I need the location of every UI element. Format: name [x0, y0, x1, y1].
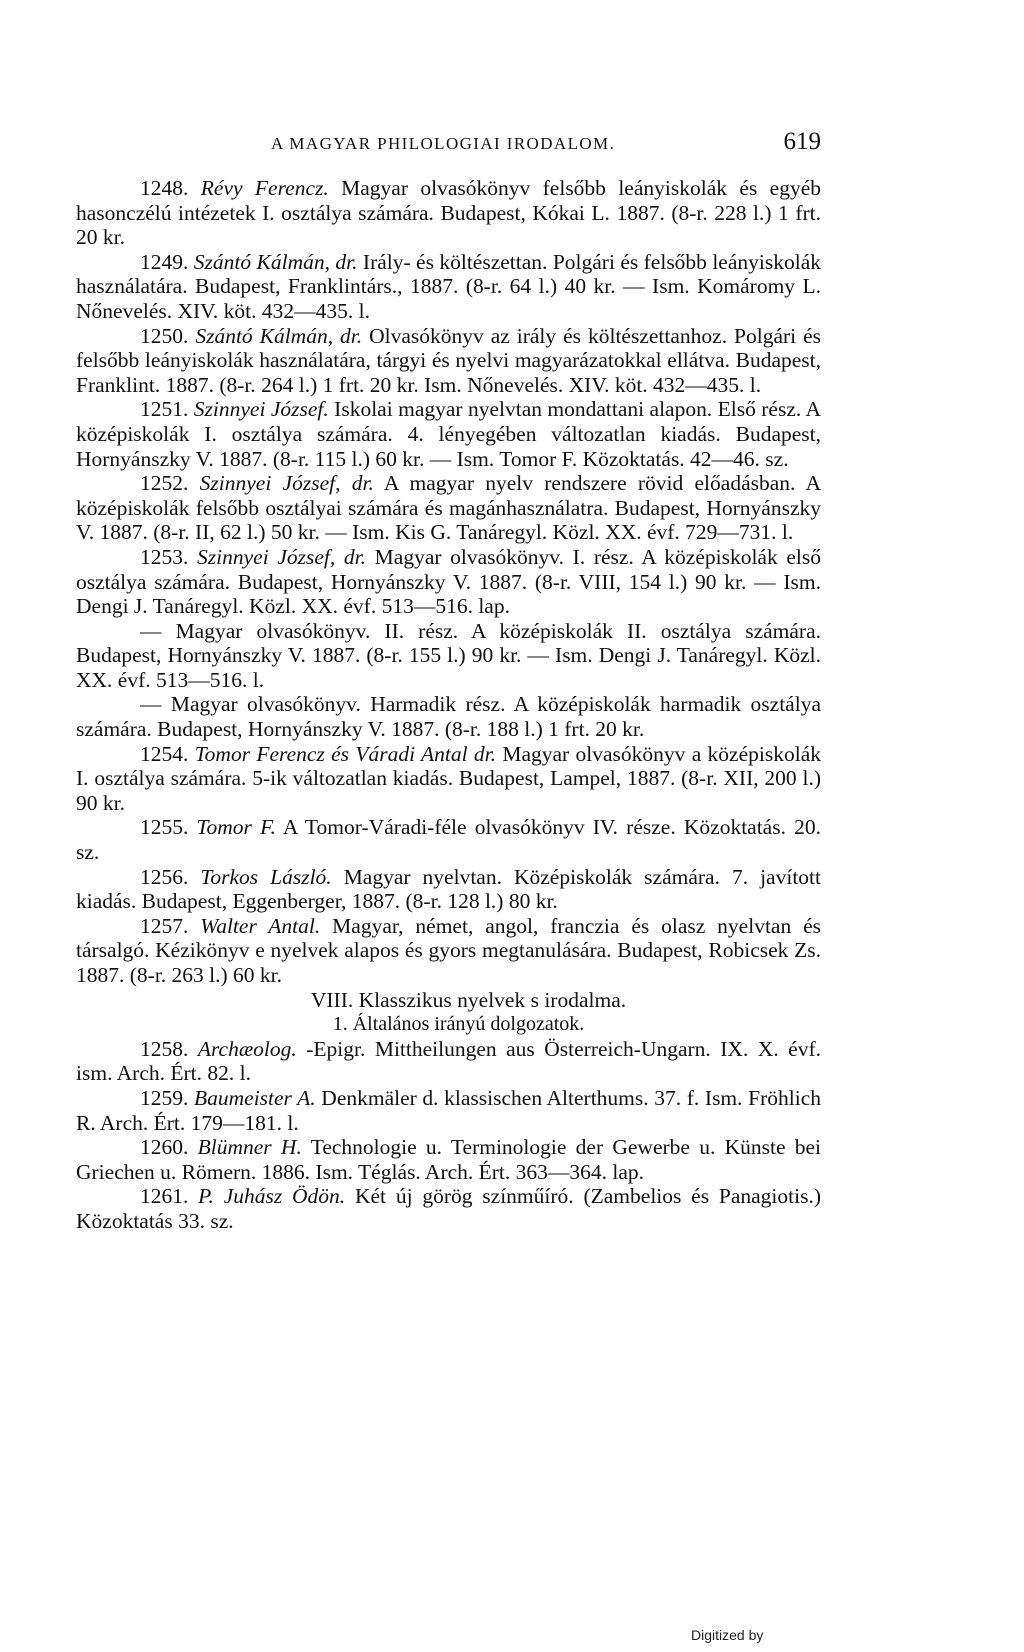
bibliography-dash-entry: — Magyar olvasókönyv. Harmadik rész. A középiskolák harmadik osztálya számára. Budapest, Hornyánszky V. 1887. (8-r. 188 l.) 1 frt. 20 kr. [76, 692, 821, 742]
entry-text: Magyar olvasókönyv a középiskolák I. osztálya számára. 5-ik változatlan kiadás. Budapest, Lampel, 1887. (8-r. XII, 200 l.) 90 kr. [76, 741, 821, 815]
entry-number: 1253. [140, 544, 189, 569]
entry-author: Walter Antal. [200, 913, 321, 938]
entry-list-c [76, 1037, 821, 1234]
entry-author: Szántó Kálmán, dr. [193, 249, 358, 274]
page-number: 619 [783, 128, 821, 155]
entry-list-a [76, 176, 821, 619]
bibliography-entry [76, 914, 821, 988]
entry-author: Szinnyei József, dr. [199, 471, 374, 496]
entry-author: Archæolog. [197, 1036, 297, 1061]
entry-number: 1250. [140, 323, 189, 348]
bibliography-entry [76, 250, 821, 324]
entry-number: 1255. [140, 815, 189, 840]
bibliography-entry [76, 471, 821, 545]
entry-author: Tomor Ferencz és Váradi Antal dr. [194, 741, 497, 766]
entry-text: Olvasókönyv az irály és költészettanhoz. Polgári és felsőbb leányiskolák használatára, tárgyi és nyelvi magyarázatokkal ellátva. Budapest, Franklint. 1887. (8-r. 264 l.) 1 frt. 20 kr. Ism. Nőnevelés. XIV. köt. 432—435. l. [76, 323, 821, 397]
dash-entry-list [76, 619, 821, 742]
entry-author: Szinnyei József, dr. [197, 544, 366, 569]
bibliography-body [76, 176, 821, 1234]
entry-text: A magyar nyelv rendszere rövid előadásban. A középiskolák felsőbb osztályai számára és magánhasználatra. Budapest, Hornyánszky V. 1887. (8-r. II, 62 l.) 50 kr. — Ism. Kis G. Tanáregyl. Közl. XX. évf. 729—731. l. [76, 471, 822, 545]
entry-text: Magyar nyelvtan. Középiskolák számára. 7. javított kiadás. Budapest, Eggenberger, 1887. (8-r. 128 l.) 80 kr. [76, 864, 821, 914]
entry-text: Két új görög színműíró. (Zambelios és Panagiotis.) Közoktatás 33. sz. [76, 1184, 821, 1233]
entry-number: 1258. [140, 1036, 189, 1061]
entry-author: Torkos László. [200, 864, 332, 889]
bibliography-entry [76, 1086, 821, 1135]
bibliography-entry [76, 865, 821, 914]
entry-number: 1257. [140, 913, 189, 938]
entry-text: A Tomor-Váradi-féle olvasókönyv IV. része. Közoktatás. 20. sz. [76, 815, 822, 865]
entry-number: 1260. [140, 1135, 189, 1160]
entry-number: 1261. [140, 1184, 189, 1209]
subsection-heading: 1. Általános irányú dolgozatok. [332, 1013, 585, 1036]
bibliography-entry [76, 176, 821, 250]
entry-text: Irály- és költészettan. Polgári és felsőbb leányiskolák használatára. Budapest, Franklintárs., 1887. (8-r. 64 l.) 40 kr. — Ism. Komáromy L. Nőnevelés. XIV. köt. 432—435. l. [76, 249, 822, 323]
entry-number: 1259. [140, 1085, 189, 1110]
running-title: A MAGYAR PHILOLOGIAI IRODALOM. [271, 134, 616, 153]
entry-text: Magyar olvasókönyv. I. rész. A középiskolák első osztálya számára. Budapest, Hornyánszky V. 1887. (8-r. VIII, 154 l.) 90 kr. — Ism. Dengi J. Tanáregyl. Közl. XX. évf. 513—516. lap. [76, 544, 822, 619]
entry-author: Blümner H. [197, 1135, 302, 1160]
digitized-by-footer: Digitized by [691, 1627, 764, 1643]
running-header [76, 128, 821, 156]
entry-number: 1248. [140, 176, 189, 200]
bibliography-entry [76, 1037, 821, 1086]
entry-number: 1249. [140, 249, 189, 274]
bibliography-entry [76, 1135, 821, 1184]
entry-author: Szinnyei József. [193, 397, 329, 422]
bibliography-entry [76, 545, 821, 619]
bibliography-entry [76, 324, 821, 398]
entry-text: -Epigr. Mittheilungen aus Österreich-Ungarn. IX. X. évf. ism. Arch. Ért. 82. l. [76, 1036, 821, 1086]
bibliography-entry [76, 397, 821, 471]
entry-number: 1254. [140, 741, 189, 766]
entry-text: Magyar, német, angol, franczia és olasz nyelvtan és társalgó. Kézikönyv e nyelvek alapos és gyors megtanulására. Budapest, Robicsek Zs. 1887. (8-r. 263 l.) 60 kr. [76, 913, 822, 987]
entry-number: 1256. [140, 864, 189, 889]
entry-text: Technologie u. Terminologie der Gewerbe u. Künste bei Griechen u. Römern. 1886. Ism. Téglás. Arch. Ért. 363—364. lap. [76, 1135, 822, 1184]
entry-number: 1251. [140, 397, 189, 422]
section-heading: VIII. Klasszikus nyelvek s irodalma. [310, 987, 627, 1012]
entry-text: Denkmäler d. klassischen Alterthums. 37. f. Ism. Fröhlich R. Arch. Ért. 179—181. l. [76, 1085, 822, 1135]
entry-author: P. Juhász Ödön. [198, 1184, 346, 1209]
entry-text: Iskolai magyar nyelvtan mondattani alapon. Első rész. A középiskolák I. osztálya számára. 4. lényegében változatlan kiadás. Budapest, Hornyánszky V. 1887. (8-r. 115 l.) 60 kr. — Ism. Tomor F. Közoktatás. 42—46. sz. [76, 397, 821, 471]
entry-author: Szántó Kálmán, dr. [195, 323, 363, 348]
bibliography-entry [76, 815, 821, 864]
entry-author: Baumeister A. [194, 1085, 316, 1110]
entry-author: Tomor F. [196, 815, 276, 840]
entry-author: Révy Ferencz. [200, 176, 329, 200]
bibliography-entry [76, 742, 821, 816]
bibliography-dash-entry: — Magyar olvasókönyv. II. rész. A középiskolák II. osztálya számára. Budapest, Hornyánszky V. 1887. (8-r. 155 l.) 90 kr. — Ism. Dengi J. Tanáregyl. Közl. XX. évf. 513—516. l. [76, 618, 821, 692]
entry-text: Magyar olvasókönyv felsőbb leányiskolák és egyéb hasonczélú intézetek I. osztálya számára. Budapest, Kókai L. 1887. (8-r. 228 l.) 1 frt. 20 kr. [76, 176, 821, 250]
entry-number: 1252. [140, 471, 189, 496]
entry-list-b [76, 742, 821, 988]
bibliography-entry [76, 1184, 821, 1233]
